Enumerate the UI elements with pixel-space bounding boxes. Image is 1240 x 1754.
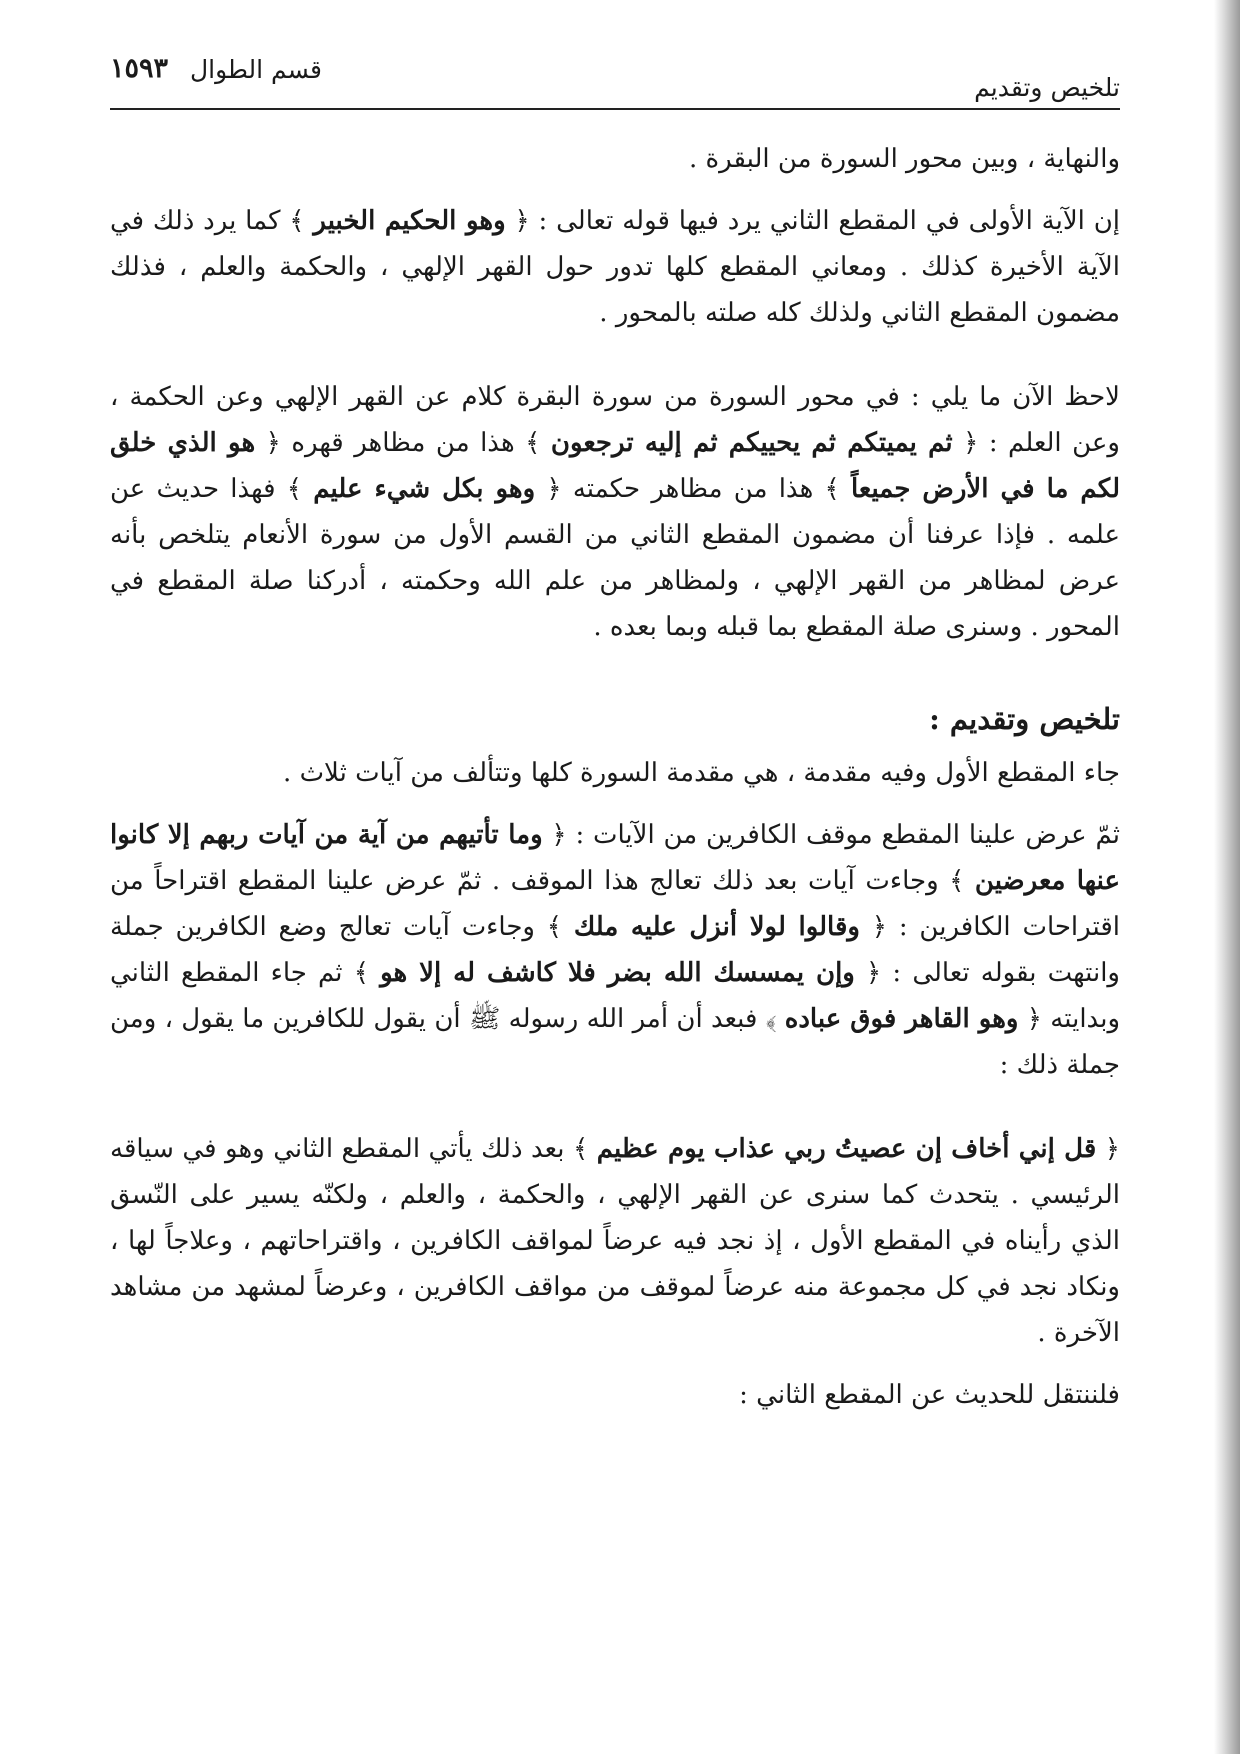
header-part-and-page — [110, 53, 322, 108]
quran-quote: وما تأتيهم من آية من آيات ربهم إلا كانوا عنها معرضين — [110, 820, 1120, 896]
text-run: ﴾ هذا من مظاهر قهره ﴿ — [255, 428, 551, 458]
paragraph-5 — [110, 1126, 1120, 1356]
quran-quote: ثم يميتكم ثم يحييكم ثم إليه ترجعون — [550, 428, 953, 458]
book-page — [110, 40, 1120, 1434]
text-run: ﴾ كما يرد ذلك في الآية الأخيرة كذلك . ومعاني المقطع كلها تدور حول القهر الإلهي ، والحكمة والعلم ، فذلك مضمون المقطع الثاني ولذلك كله صلته بالمحور . — [110, 206, 1120, 328]
section-heading: تلخيص وتقديم : — [929, 702, 1120, 736]
text-run: ثمّ عرض علينا المقطع موقف الكافرين من الآيات : ﴿ — [542, 820, 1120, 850]
quran-quote: وإن يمسسك الله بضر فلا كاشف له إلا هو — [380, 958, 855, 988]
header-section-title: تلخيص وتقديم — [974, 73, 1120, 102]
page-edge-shadow — [1214, 0, 1240, 1754]
text-run: ﴾ هذا من مظاهر حكمته ﴿ — [535, 474, 851, 504]
text-run: ﴿ — [1096, 1134, 1121, 1164]
text-run: لاحظ الآن ما يلي : في محور السورة من سورة البقرة كلام عن القهر الإلهي وعن الحكمة ، وعن العلم : ﴿ — [110, 382, 1120, 458]
text-run: ﴾ وجاءت آيات تعالج وضع الكافرين جملة وانتهت بقوله تعالى : ﴿ — [110, 912, 1120, 988]
quran-quote: وقالوا لولا أنزل عليه ملك — [573, 912, 860, 942]
page-number: ١٥٩٣ — [110, 53, 169, 84]
header-part-title: قسم الطوال — [190, 55, 322, 84]
running-header — [110, 40, 1120, 110]
paragraph-1 — [110, 198, 1120, 336]
quran-quote: وهو القاهر فوق عباده — [784, 1004, 1019, 1034]
text-run: ﴾ بعد ذلك يأتي المقطع الثاني وهو في سياقه الرئيسي . يتحدث كما سنرى عن القهر الإلهي ، والحكمة ، والعلم ، ولكنّه يسير على النّسق الذي رأيناه في المقطع الأول ، إذ نجد فيه عرضاً لمواقف الكافرين ، واقتراحاتهم ، وعلاجاً لها ، ونكاد نجد في كل مجموعة منه عرضاً لموقف من مواقف الكافرين ، وعرضاً لمشهد من مشاهد الآخرة . — [110, 1134, 1120, 1348]
text-run: ﴾ ثم جاء المقطع الثاني وبدايته ﴿ — [110, 958, 1120, 1034]
paragraph-intro: والنهاية ، وبين محور السورة من البقرة . — [688, 144, 1120, 174]
paragraph-6: فلننتقل للحديث عن المقطع الثاني : — [739, 1380, 1120, 1410]
paragraph-4 — [110, 812, 1120, 1088]
quran-quote: وهو بكل شيء عليم — [313, 474, 536, 504]
quran-quote: هو الذي خلق لكم ما في الأرض جميعاً — [110, 428, 1121, 504]
quran-quote: قل إني أخاف إن عصيتُ ربي عذاب يوم عظيم — [596, 1134, 1097, 1164]
paragraph-3: جاء المقطع الأول وفيه مقدمة ، هي مقدمة السورة كلها وتتألف من آيات ثلاث . — [283, 758, 1120, 788]
text-run: إن الآية الأولى في المقطع الثاني يرد فيها قوله تعالى : ﴿ — [505, 206, 1121, 236]
quran-quote: وهو الحكيم الخبير — [313, 206, 506, 236]
text-run: ﴾ فبعد أن أمر الله رسوله ﷺ أن يقول للكافرين ما يقول ، ومن جملة ذلك : — [110, 1004, 1120, 1080]
text-run: ﴾ فهذا حديث عن علمه . فإذا عرفنا أن مضمون المقطع الثاني من القسم الأول من سورة الأنعام يتلخص بأنه عرض لمظاهر من القهر الإلهي ، ولمظاهر من علم الله وحكمته ، أدركنا صلة المقطع في المحور . وسنرى صلة المقطع بما قبله وبما بعده . — [110, 474, 1120, 642]
paragraph-2 — [110, 374, 1120, 650]
text-run: ﴾ وجاءت آيات بعد ذلك تعالج هذا الموقف . ثمّ عرض علينا المقطع اقتراحاً من اقتراحات الكافرين : ﴿ — [110, 866, 1121, 942]
